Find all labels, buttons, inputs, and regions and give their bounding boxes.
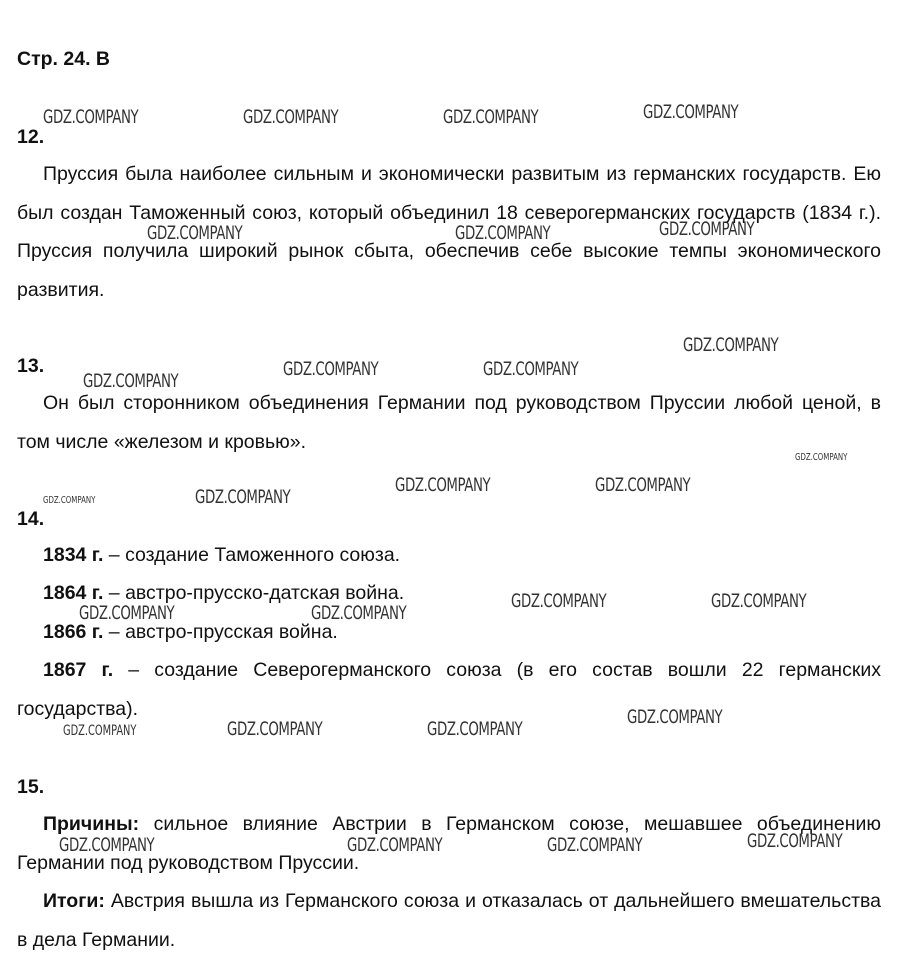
- watermark: GDZ.COMPANY: [595, 474, 691, 496]
- watermark: GDZ.COMPANY: [43, 495, 96, 506]
- timeline-item: [43, 536, 881, 575]
- watermark: GDZ.COMPANY: [427, 718, 523, 740]
- watermark: GDZ.COMPANY: [711, 590, 807, 612]
- watermark: GDZ.COMPANY: [83, 370, 179, 392]
- timeline-year: 1867 г.: [43, 659, 114, 681]
- timeline-item-long: [17, 651, 881, 728]
- watermark: GDZ.COMPANY: [511, 590, 607, 612]
- section-number-12: 12.: [17, 126, 45, 148]
- watermark: GDZ.COMPANY: [243, 106, 339, 128]
- watermark: GDZ.COMPANY: [643, 101, 739, 123]
- section-13-paragraph: [17, 384, 881, 461]
- watermark: GDZ.COMPANY: [795, 452, 848, 463]
- results-label: Итоги:: [43, 890, 105, 912]
- causes-text: сильное влияние Австрии в Германском союзе, мешавшее объединению Германии под руководством Пруссии.: [17, 813, 881, 874]
- watermark: GDZ.COMPANY: [43, 106, 139, 128]
- timeline-year: 1866 г.: [43, 621, 104, 643]
- results-paragraph: [17, 882, 881, 959]
- page-title: Стр. 24. В: [17, 48, 110, 70]
- timeline-year: 1834 г.: [43, 544, 104, 566]
- watermark: GDZ.COMPANY: [483, 358, 579, 380]
- watermark: GDZ.COMPANY: [311, 602, 407, 624]
- section-13-text: Он был сторонником объединения Германии под руководством Пруссии любой ценой, в том числе «железом и кровью».: [17, 392, 881, 453]
- watermark: GDZ.COMPANY: [443, 106, 539, 128]
- watermark: GDZ.COMPANY: [395, 474, 491, 496]
- section-number-14: 14.: [17, 508, 45, 530]
- timeline-text: – создание Северогерманского союза (в его состав вошли 22 германских государства).: [17, 659, 881, 720]
- watermark: GDZ.COMPANY: [683, 334, 779, 356]
- watermark: GDZ.COMPANY: [59, 834, 155, 856]
- timeline-text: – австро-прусская война.: [103, 621, 338, 643]
- results-text: Австрия вышла из Германского союза и отказалась от дальнейшего вмешательства в дела Германии.: [17, 890, 881, 951]
- section-number-13: 13.: [17, 355, 45, 377]
- watermark: GDZ.COMPANY: [627, 706, 723, 728]
- watermark: GDZ.COMPANY: [147, 222, 243, 244]
- watermark: GDZ.COMPANY: [547, 834, 643, 856]
- watermark: GDZ.COMPANY: [455, 222, 551, 244]
- timeline-text: – австро-прусско-датская война.: [103, 582, 405, 604]
- watermark: GDZ.COMPANY: [347, 834, 443, 856]
- watermark: GDZ.COMPANY: [283, 358, 379, 380]
- watermark: GDZ.COMPANY: [63, 723, 137, 739]
- watermark: GDZ.COMPANY: [747, 830, 843, 852]
- watermark: GDZ.COMPANY: [227, 718, 323, 740]
- section-12-text: Пруссия была наиболее сильным и экономически развитым из германских государств. Ею был создан Таможенный союз, который объединил 18 северогерманских государств (1834 г.). Пруссия получила широкий рынок сбыта, обеспечив себе высокие темпы экономического развития.: [17, 163, 881, 301]
- timeline-year: 1864 г.: [43, 582, 104, 604]
- watermark: GDZ.COMPANY: [79, 602, 175, 624]
- timeline-text: – создание Таможенного союза.: [103, 544, 401, 566]
- watermark: GDZ.COMPANY: [195, 486, 291, 508]
- watermark: GDZ.COMPANY: [659, 218, 755, 240]
- causes-label: Причины:: [43, 813, 140, 835]
- section-number-15: 15.: [17, 776, 45, 798]
